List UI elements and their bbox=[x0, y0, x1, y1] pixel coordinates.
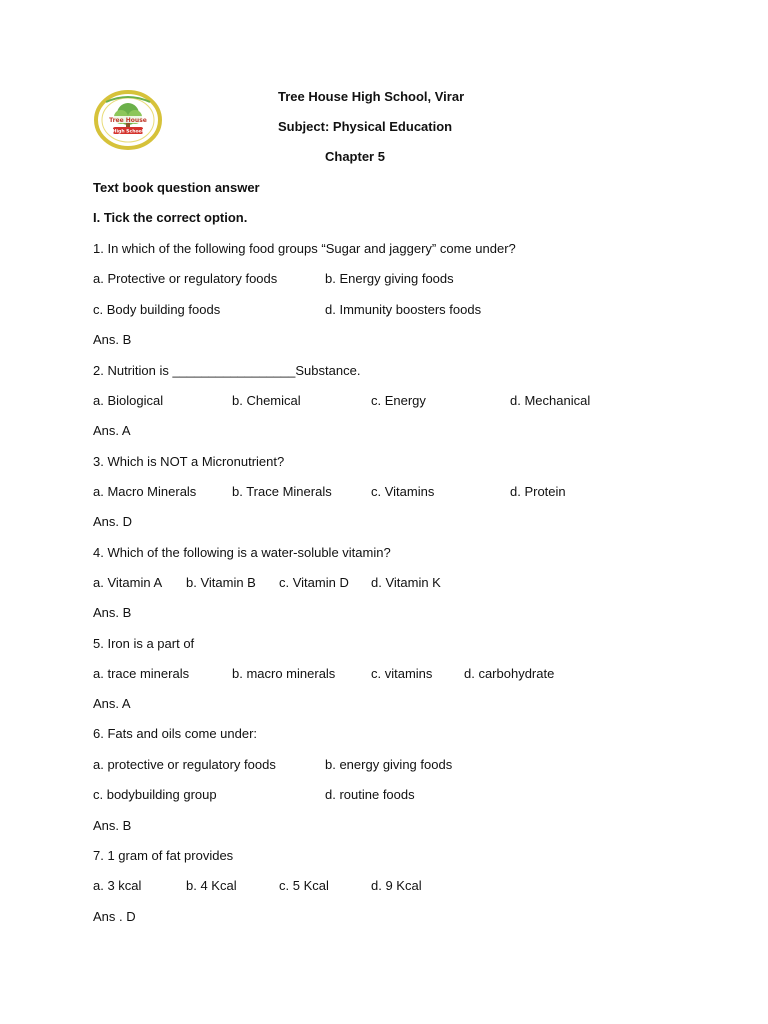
q1-answer: Ans. B bbox=[93, 332, 132, 347]
q6-option-d: d. routine foods bbox=[325, 787, 415, 802]
q3-answer: Ans. D bbox=[93, 514, 133, 529]
q1-option-b: b. Energy giving foods bbox=[325, 271, 454, 286]
q4-option-b: b. Vitamin B bbox=[186, 575, 256, 590]
q2-option-a: a. Biological bbox=[93, 393, 164, 408]
q4-answer: Ans. B bbox=[93, 605, 132, 620]
q6-option-a: a. protective or regulatory foods bbox=[93, 757, 276, 772]
question-2: 2. Nutrition is _________________Substance. bbox=[93, 363, 361, 378]
q7-answer: Ans . D bbox=[93, 909, 136, 924]
q4-option-a: a. Vitamin A bbox=[93, 575, 163, 590]
q7-option-b: b. 4 Kcal bbox=[186, 878, 237, 893]
subject-title: Subject: Physical Education bbox=[278, 119, 453, 134]
q5-option-a: a. trace minerals bbox=[93, 666, 190, 681]
tree-house-logo bbox=[94, 90, 162, 150]
question-7: 7. 1 gram of fat provides bbox=[93, 848, 234, 863]
q5-option-b: b. macro minerals bbox=[232, 666, 336, 681]
logo-text-bottom: High School bbox=[112, 129, 144, 135]
question-4: 4. Which of the following is a water-soluble vitamin? bbox=[93, 545, 391, 560]
instruction: I. Tick the correct option. bbox=[93, 210, 248, 225]
question-3: 3. Which is NOT a Micronutrient? bbox=[93, 454, 285, 469]
chapter-title: Chapter 5 bbox=[325, 149, 385, 164]
q6-option-b: b. energy giving foods bbox=[325, 757, 453, 772]
q2-option-b: b. Chemical bbox=[232, 393, 301, 408]
q7-option-a: a. 3 kcal bbox=[93, 878, 142, 893]
q1-option-d: d. Immunity boosters foods bbox=[325, 302, 482, 317]
q6-option-c: c. bodybuilding group bbox=[93, 787, 217, 802]
school-name: Tree House High School, Virar bbox=[278, 89, 465, 104]
q2-answer: Ans. A bbox=[93, 423, 131, 438]
logo-text-top: Tree House bbox=[109, 117, 147, 124]
q5-answer: Ans. A bbox=[93, 696, 131, 711]
section-title: Text book question answer bbox=[93, 180, 260, 195]
q1-option-c: c. Body building foods bbox=[93, 302, 221, 317]
q7-option-d: d. 9 Kcal bbox=[371, 878, 422, 893]
q2-option-c: c. Energy bbox=[371, 393, 426, 408]
q3-option-c: c. Vitamins bbox=[371, 484, 435, 499]
q6-answer: Ans. B bbox=[93, 818, 132, 833]
q7-option-c: c. 5 Kcal bbox=[279, 878, 329, 893]
q3-option-a: a. Macro Minerals bbox=[93, 484, 197, 499]
q5-option-c: c. vitamins bbox=[371, 666, 433, 681]
q1-option-a: a. Protective or regulatory foods bbox=[93, 271, 278, 286]
q4-option-c: c. Vitamin D bbox=[279, 575, 349, 590]
q3-option-d: d. Protein bbox=[510, 484, 566, 499]
q4-option-d: d. Vitamin K bbox=[371, 575, 441, 590]
question-5: 5. Iron is a part of bbox=[93, 636, 195, 651]
question-6: 6. Fats and oils come under: bbox=[93, 726, 258, 741]
q3-option-b: b. Trace Minerals bbox=[232, 484, 332, 499]
q5-option-d: d. carbohydrate bbox=[464, 666, 555, 681]
q2-option-d: d. Mechanical bbox=[510, 393, 591, 408]
question-1: 1. In which of the following food groups “Sugar and jaggery” come under? bbox=[93, 241, 516, 256]
